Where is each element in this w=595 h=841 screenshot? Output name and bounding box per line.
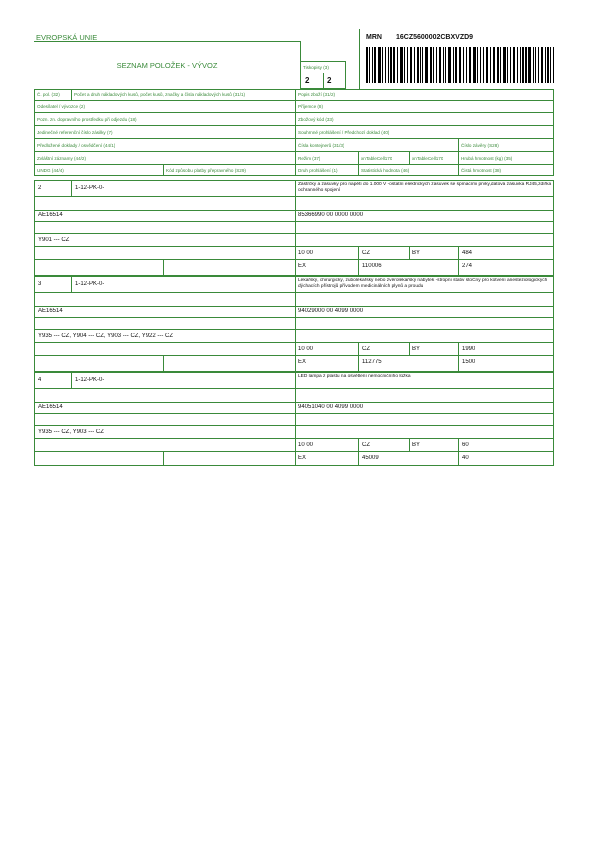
item-description: LED lampa z plastu na osvětlení nemocničního lůžka [298,374,411,379]
label-goods-desc: Popis zboží (31/2) [298,92,336,97]
grid-line [295,89,296,176]
barcode-bar [388,47,389,83]
barcode-bar [513,47,515,83]
item-row-line [34,451,554,452]
barcode-bar [453,47,454,83]
item-number: 4 [38,377,42,383]
item-consignor: AE16514 [38,404,63,410]
item-packages: 1-12-PK-0- [75,185,105,191]
item-row-line [34,413,554,414]
barcode-bar [407,47,408,83]
label-special: Zvláštní záznamy (44/2) [37,156,87,161]
barcode-bar [497,47,499,83]
item-row-line [34,329,554,330]
barcode-bar [390,47,392,83]
label-transport-id: Pozn. zn. dopravního prostředku při odjezdu (18) [37,117,137,122]
item-gross-weight: 484 [462,250,473,256]
item-col-line [458,342,459,372]
barcode-bar [400,47,403,83]
item-row-line [34,402,554,403]
barcode-bar [443,47,444,83]
label-declaration: Druh prohlášení (1) [298,168,338,173]
barcode-bar [477,47,478,83]
item-row-line [34,355,554,356]
barcode-bar [528,47,531,83]
barcode-bar [393,47,395,83]
item-row-line [34,317,554,318]
barcode-bar [507,47,508,83]
item-col-line [358,246,359,276]
item-row-line [34,388,554,389]
barcode-bar [538,47,539,83]
grid-line [34,164,554,165]
barcode-bar [525,47,527,83]
item-col-line [71,276,72,292]
label-ref-no: Jedinečné referenční číslo zásilky (7) [37,130,113,135]
barcode-bar [414,47,415,83]
label-regime: Režim (37) [298,156,321,161]
barcode-bar [466,47,467,83]
barcode-bar [493,47,495,83]
label-packages: Počet a druh nákladových kusů, počet kusů, značky a čísla nákladových kusů (31/1) [74,92,246,97]
label-undg: UNDG (44/4) [37,168,64,173]
barcode-bar [545,47,546,83]
item-col-line [163,259,164,276]
item-description: Lékařský, chirurgický, zubolékařský nebo zvěrolékařský nábytek -stropní stativ stoČný pro kotvení anesteziologických dýchacích přístrojů přívodem medicinálních plynů a proudu [298,278,548,289]
forms-divider [323,73,324,89]
item-row-line [34,196,554,197]
label-seals: Číslo závěry (S28) [461,143,499,148]
grid-line [458,138,459,176]
item-packages: 1-12-PK-0- [75,281,105,287]
barcode-bar [522,47,524,83]
label-commodity: Zbožový kód (33) [298,117,334,122]
barcode-bar [378,47,381,83]
item-regime: 10 00 [298,346,314,352]
label-consignee: Příjemce (8) [298,104,324,109]
item-net-weight: 1500 [462,359,476,365]
barcode-bar [473,47,476,83]
barcode-bar [382,47,383,83]
mrn-barcode [366,47,554,83]
barcode-bar [455,47,457,83]
item-documents: Y901 --- CZ [38,237,70,243]
barcode-bar [469,47,471,83]
item-commodity-code: 85366990 00 0000 0000 [298,212,364,218]
barcode-bar [374,47,376,83]
item-col-line [163,451,164,466]
barcode-bar [517,47,518,83]
item-col-line [358,438,359,466]
item-row-line [34,246,554,247]
item-row-line [34,210,554,211]
item-number: 3 [38,281,42,287]
label-summary-decl: Souhrnné prohlášení / Předchozí doklad (40) [298,130,390,135]
item-col-line [409,438,410,451]
item-destination: BY [412,250,421,256]
barcode-bar [510,47,511,83]
barcode-bar [369,47,370,83]
barcode-bar [503,47,506,83]
item-net-weight: 40 [462,455,469,461]
barcode-bar [547,47,549,83]
item-row-line [34,306,554,307]
item-statistical-value: 110006 [362,263,382,269]
item-description: Zástrčky a zásuvky pro napětí do 1.000 V -ostatní elektrických zásuvek se spínacími prvky,datová zásuvka RJ45,zdířka ochranného spojení [298,182,552,193]
item-destination: BY [412,442,421,448]
grid-line [409,151,410,164]
barcode-bar [410,47,412,83]
item-documents: Y935 --- CZ, Y904 --- CZ, Y903 --- CZ, Y922 --- CZ [38,333,174,339]
barcode-bar [483,47,484,83]
forms-total: 2 [327,76,332,85]
item-statistical-value: 45009 [362,455,379,461]
item-net-weight: 274 [462,263,473,269]
barcode-bar [553,47,554,83]
barcode-bar [433,47,434,83]
item-row-line [34,292,554,293]
barcode-bar [550,47,551,83]
item-number: 2 [38,185,42,191]
barcode-bar [486,47,488,83]
label-cell170b: xnTableCell170 [412,156,444,161]
item-origin: CZ [362,346,370,352]
item-regime: 10 00 [298,250,314,256]
mrn-value: 16CZ5600002CBXVZD9 [396,34,474,41]
item-packages: 1-12-PK-0- [75,377,105,383]
item-origin: CZ [362,250,370,256]
item-consignor: AE16514 [38,308,63,314]
barcode-bar [420,47,421,83]
barcode-bar [520,47,521,83]
grid-line [163,164,164,176]
forms-label: Tiskopisy (3) [303,65,329,70]
grid-line [34,100,554,101]
grid-line [34,112,554,113]
label-docs: Předložené doklady / osvědčení (44/1) [37,143,116,148]
barcode-bar [366,47,368,83]
grid-line [34,125,554,126]
grid-line [358,151,359,176]
item-documents: Y935 --- CZ, Y903 --- CZ [38,429,104,435]
item-col-line [295,276,296,372]
barcode-bar [541,47,543,83]
label-net: Čistá hmotnost (38) [461,168,502,173]
item-col-line [163,355,164,372]
barcode-bar [535,47,536,83]
page-title: SEZNAM POLOŽEK - VÝVOZ [116,61,218,70]
label-stat-value: Statistická hodnota (46) [361,168,410,173]
barcode-bar [404,47,405,83]
item-col-line [409,246,410,259]
item-regime: 10 00 [298,442,314,448]
grid-line [34,138,554,139]
item-col-line [295,372,296,466]
barcode-bar [500,47,501,83]
item-col-line [409,342,410,355]
barcode-bar [425,47,428,83]
item-row-line [34,233,554,234]
item-col-line [295,180,296,276]
item-statistical-value: 112775 [362,359,382,365]
item-consignor: AE16514 [38,212,63,218]
item-col-line [458,438,459,466]
item-gross-weight: 60 [462,442,469,448]
item-row-line [34,438,554,439]
barcode-bar [490,47,491,83]
barcode-bar [422,47,423,83]
item-col-line [458,246,459,276]
item-declaration-type: EX [298,455,307,461]
barcode-bar [459,47,461,83]
barcode-bar [397,47,398,83]
header-top-line [34,41,300,42]
barcode-bar [372,47,373,83]
item-destination: BY [412,346,421,352]
item-row-line [34,342,554,343]
item-col-line [358,342,359,372]
item-commodity-code: 94051040 00 4099 0000 [298,404,364,410]
barcode-bar [430,47,432,83]
label-item-no: Č. pol. (32) [37,92,60,97]
item-row-line [34,221,554,222]
item-row-line [34,259,554,260]
barcode-bar [436,47,437,83]
label-containers: Čísla kontejnerů (31/3) [298,143,345,148]
item-declaration-type: EX [298,359,307,365]
grid-line [34,151,554,152]
barcode-bar [533,47,534,83]
union-title: EVROPSKÁ UNIE [36,33,98,42]
barcode-bar [463,47,464,83]
label-consignor: Odesílatel / vývozce (2) [37,104,85,109]
item-row-line [34,425,554,426]
barcode-bar [417,47,419,83]
item-commodity-code: 94029000 00 4099 0000 [298,308,364,314]
mrn-left-border [359,29,360,89]
label-gross: Hrubá hmotnost (kg) (35) [461,156,513,161]
barcode-bar [385,47,386,83]
item-origin: CZ [362,442,370,448]
item-col-line [71,372,72,388]
forms-current: 2 [305,76,310,85]
barcode-bar [439,47,441,83]
barcode-bar [448,47,451,83]
item-col-line [71,180,72,196]
barcode-bar [480,47,481,83]
item-gross-weight: 1990 [462,346,476,352]
mrn-label: MRN [366,34,382,41]
grid-line [71,89,72,100]
item-declaration-type: EX [298,263,307,269]
barcode-bar [445,47,446,83]
label-cell170a: xnTableCell170 [361,156,393,161]
label-payment: Kód způsobu platby přepravného (S29) [166,168,246,173]
